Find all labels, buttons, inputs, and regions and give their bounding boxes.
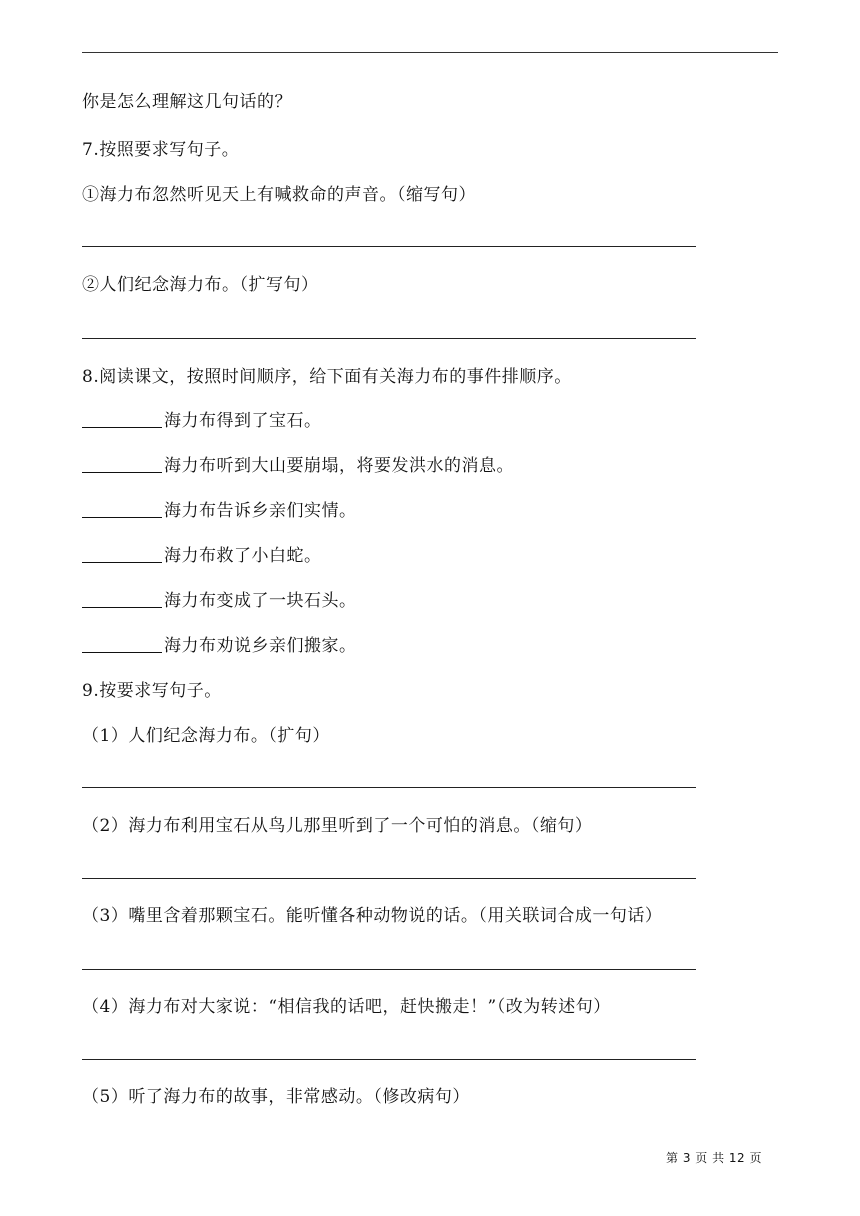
intro-question: 你是怎么理解这几句话的？: [82, 92, 292, 112]
q9-answer-line-2[interactable]: [82, 878, 696, 879]
q8-event-2: [82, 454, 514, 478]
q9-answer-line-3[interactable]: [82, 969, 696, 970]
q8-event-3: [82, 499, 357, 523]
order-blank[interactable]: [82, 634, 162, 653]
order-blank[interactable]: [82, 499, 162, 518]
q8-title: 8.阅读课文，按照时间顺序，给下面有关海力布的事件排顺序。: [82, 367, 572, 387]
q8-event-1: [82, 409, 322, 433]
q7-answer-line-2[interactable]: [82, 338, 696, 339]
q7-item-1: ①海力布忽然听见天上有喊救命的声音。（缩写句）: [82, 185, 476, 205]
q8-event-text: 海力布得到了宝石。: [164, 411, 322, 431]
header-rule: [82, 52, 778, 53]
q8-event-6: [82, 634, 357, 658]
order-blank[interactable]: [82, 409, 162, 428]
q9-item-5: （5）听了海力布的故事，非常感动。（修改病句）: [82, 1087, 470, 1107]
q7-answer-line-1[interactable]: [82, 246, 696, 247]
q9-item-2: （2）海力布利用宝石从鸟儿那里听到了一个可怕的消息。（缩句）: [82, 816, 593, 836]
q9-answer-line-1[interactable]: [82, 787, 696, 788]
q7-item-2: ②人们纪念海力布。（扩写句）: [82, 275, 319, 295]
q8-event-text: 海力布救了小白蛇。: [164, 546, 322, 566]
order-blank[interactable]: [82, 454, 162, 473]
q9-title: 9.按要求写句子。: [82, 681, 222, 701]
q8-event-text: 海力布告诉乡亲们实情。: [164, 501, 357, 521]
q8-event-text: 海力布变成了一块石头。: [164, 591, 357, 611]
order-blank[interactable]: [82, 544, 162, 563]
q9-item-4: （4）海力布对大家说：“相信我的话吧，赶快搬走！”（改为转述句）: [82, 997, 611, 1017]
order-blank[interactable]: [82, 589, 162, 608]
q9-item-1: （1）人们纪念海力布。（扩句）: [82, 726, 330, 746]
q8-event-text: 海力布劝说乡亲们搬家。: [164, 636, 357, 656]
q8-event-4: [82, 544, 322, 568]
q9-item-3: （3）嘴里含着那颗宝石。能听懂各种动物说的话。（用关联词合成一句话）: [82, 906, 663, 926]
q8-event-5: [82, 589, 357, 613]
q8-event-text: 海力布听到大山要崩塌，将要发洪水的消息。: [164, 456, 514, 476]
q9-answer-line-4[interactable]: [82, 1059, 696, 1060]
page-number: 第 3 页 共 12 页: [666, 1151, 762, 1165]
q7-title: 7.按照要求写句子。: [82, 140, 240, 160]
